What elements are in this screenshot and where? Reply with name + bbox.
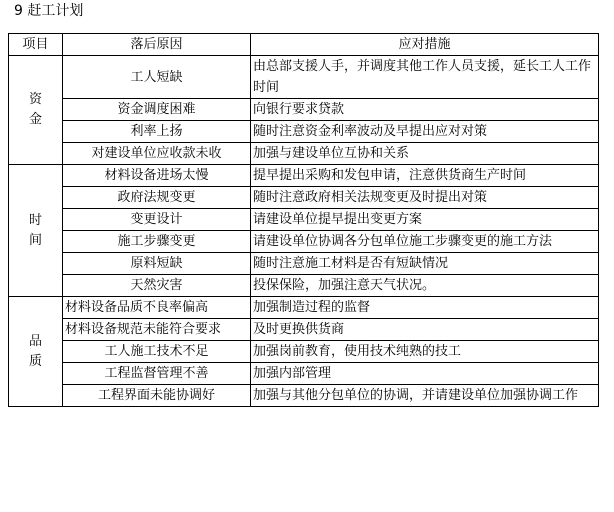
- reason-cell: 施工步骤变更: [63, 231, 251, 253]
- category-cell-funding: [9, 56, 63, 165]
- table-row: [9, 187, 599, 209]
- table-row: [9, 385, 599, 407]
- category-cell-quality: [9, 297, 63, 407]
- category-char: 金: [28, 112, 42, 127]
- table-header-row: [9, 34, 599, 56]
- reason-cell: 对建设单位应收款未收: [63, 143, 251, 165]
- category-char: 资: [28, 92, 42, 107]
- reason-cell: 材料设备进场太慢: [63, 165, 251, 187]
- reason-cell: 天然灾害: [63, 275, 251, 297]
- measure-cell: 由总部支援人手，并调度其他工作人员支援，延长工人工作时间: [251, 56, 599, 99]
- table-row: [9, 121, 599, 143]
- header-reason: 落后原因: [63, 34, 251, 56]
- reason-cell: 政府法规变更: [63, 187, 251, 209]
- category-char: 间: [28, 232, 42, 248]
- measure-cell: 请建设单位协调各分包单位施工步骤变更的施工方法: [251, 231, 599, 253]
- category-char: 时: [28, 212, 42, 228]
- table-row: [9, 143, 599, 165]
- measure-cell: 请建设单位提早提出变更方案: [251, 209, 599, 231]
- measure-cell: 加强岗前教育，使用技术纯熟的技工: [251, 341, 599, 363]
- measure-cell: 加强与建设单位互协和关系: [251, 143, 599, 165]
- reason-cell: 资金调度困难: [63, 99, 251, 121]
- section-title: 9 赶工计划: [14, 3, 84, 19]
- measure-cell: 及时更换供货商: [251, 319, 599, 341]
- table-row: [9, 165, 599, 187]
- category-char: 质: [28, 353, 42, 369]
- reason-cell: 工人短缺: [63, 56, 251, 99]
- table-row: [9, 253, 599, 275]
- header-category: 项目: [9, 34, 63, 56]
- category-cell-time: [9, 165, 63, 297]
- reason-cell: 利率上扬: [63, 121, 251, 143]
- measure-cell: 随时注意施工材料是否有短缺情况: [251, 253, 599, 275]
- table-row: [9, 341, 599, 363]
- measure-cell: 加强制造过程的监督: [251, 297, 599, 319]
- measure-cell: 随时注意政府相关法规变更及时提出对策: [251, 187, 599, 209]
- table-row: [9, 275, 599, 297]
- reason-cell: 材料设备品质不良率偏高: [63, 297, 251, 319]
- table-row: [9, 297, 599, 319]
- reason-cell: 原料短缺: [63, 253, 251, 275]
- measure-cell: 投保保险，加强注意天气状况。: [251, 275, 599, 297]
- table-row: [9, 209, 599, 231]
- measure-cell: 随时注意资金利率波动及早提出应对对策: [251, 121, 599, 143]
- measure-cell: 加强内部管理: [251, 363, 599, 385]
- table-row: [9, 99, 599, 121]
- reason-cell: 变更设计: [63, 209, 251, 231]
- table-row: [9, 231, 599, 253]
- reason-cell: 工人施工技术不足: [63, 341, 251, 363]
- measure-cell: 提早提出采购和发包申请，注意供货商生产时间: [251, 165, 599, 187]
- category-char: 品: [28, 333, 42, 349]
- reason-cell: 工程界面未能协调好: [63, 385, 251, 407]
- table-row: [9, 319, 599, 341]
- catch-up-plan-table: [8, 33, 599, 407]
- table-row: [9, 56, 599, 99]
- header-measure: 应对措施: [251, 34, 599, 56]
- reason-cell: 材料设备规范未能符合要求: [63, 319, 251, 341]
- measure-cell: 向银行要求贷款: [251, 99, 599, 121]
- measure-cell: 加强与其他分包单位的协调，并请建设单位加强协调工作: [251, 385, 599, 407]
- table-row: [9, 363, 599, 385]
- reason-cell: 工程监督管理不善: [63, 363, 251, 385]
